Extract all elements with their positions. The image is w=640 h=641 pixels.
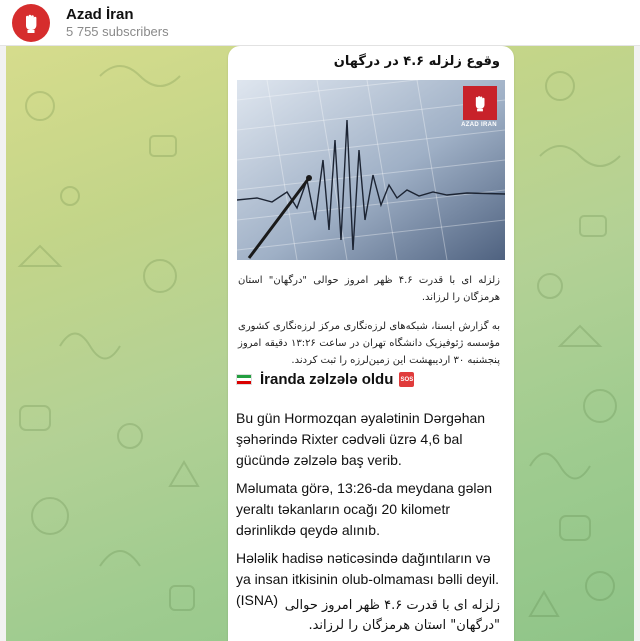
fa-paragraph-bottom: زلزله ای با قدرت ۴.۶ ظهر امروز حوالی "درگهان" استان هرمزگان را لرزاند. bbox=[284, 598, 500, 633]
az-title bbox=[236, 371, 414, 388]
channel-header[interactable] bbox=[0, 0, 640, 46]
az-title-text: İranda zəlzələ oldu bbox=[260, 371, 394, 388]
channel-name[interactable]: Azad İran bbox=[66, 5, 134, 23]
fa-paragraph-2: به گزارش ایسنا، شبکه‌های لرزه‌نگاری مرکز لرزه‌نگاری کشوری مؤسسه ژئوفیزیک دانشگاه تهران در ساعت ۱۳:۲۶ دقیقه امروز پنجشنبه ۳۰ اردیبهشت این زمین‌لرزه را ثبت کردند. bbox=[238, 321, 500, 366]
message-bubble[interactable] bbox=[228, 46, 514, 641]
watermark-logo bbox=[463, 86, 497, 120]
channel-avatar[interactable] bbox=[12, 4, 50, 42]
iran-flag-icon bbox=[236, 374, 252, 385]
watermark-text: AZAD IRAN bbox=[461, 122, 497, 128]
subscriber-count: 5 755 subscribers bbox=[66, 23, 169, 39]
post-image[interactable] bbox=[237, 80, 505, 260]
window-edge-left bbox=[0, 46, 6, 641]
raised-fist-icon bbox=[19, 11, 43, 35]
az-paragraph-2: Məlumata görə, 13:26-da meydana gələn yeraltı təkanların ocağı 20 kilometr dərinlikdə qeydə alınıb. bbox=[236, 480, 493, 538]
window-edge-right bbox=[634, 46, 640, 641]
raised-fist-icon bbox=[470, 93, 490, 113]
az-paragraph-3: Hələlik hadisə nəticəsində dağıntıların və ya insan itkisinin olub-olmaması bəlli deyil. (ISNA) bbox=[236, 550, 500, 608]
post-title: وقوع زلزله ۴.۶ در درگهان bbox=[333, 54, 500, 69]
az-paragraph-1: Bu gün Hormozqan əyalətinin Dərgəhan şəhərində Rixter cədvəli üzrə 4,6 bal gücündə zəlzələ baş verib. bbox=[236, 410, 486, 468]
fa-paragraph-1: زلزله ای با قدرت ۴.۶ ظهر امروز حوالی "درگهان" استان هرمزگان را لرزاند. bbox=[238, 275, 501, 303]
sos-icon: SOS bbox=[399, 372, 414, 387]
